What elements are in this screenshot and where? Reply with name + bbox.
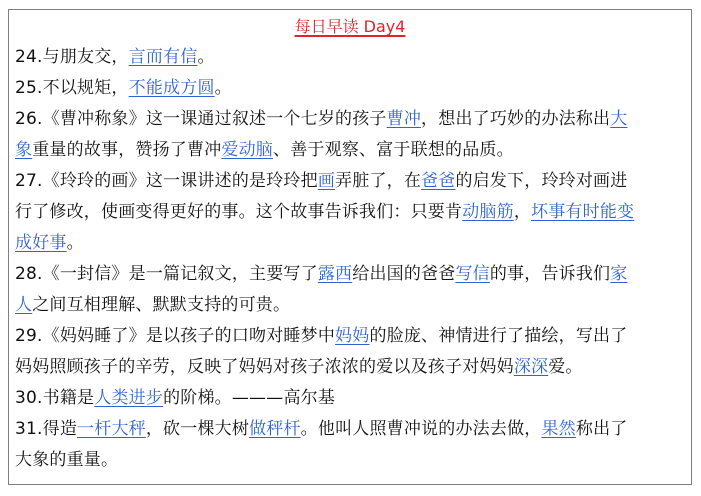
highlighted-phrase: 不能成方圆 (128, 78, 215, 98)
text-segment: 28.《一封信》是一篇记叙文，主要写了 (15, 264, 318, 284)
highlighted-phrase: 妈妈 (335, 326, 370, 346)
highlighted-phrase: 成好事 (15, 233, 67, 253)
text-segment: 大象的重量。 (15, 450, 119, 470)
highlighted-phrase: 言而有信 (128, 47, 198, 67)
highlighted-phrase: 象 (15, 140, 33, 160)
reading-sheet (8, 9, 692, 485)
highlighted-phrase: 家 (610, 264, 628, 284)
text-segment: 27.《玲玲的画》这一课讲述的是玲玲把 (15, 171, 318, 191)
highlighted-phrase: 大 (610, 109, 628, 129)
highlighted-phrase: 人 (15, 295, 33, 315)
text-segment: ， (513, 202, 532, 222)
text-segment: 之间互相理解、默默支持的可贵。 (32, 295, 291, 315)
highlighted-phrase: 做秤杆 (249, 419, 301, 439)
text-segment: 弄脏了，在 (335, 171, 422, 191)
text-segment: 31.得造 (15, 419, 78, 439)
highlighted-phrase: 一杆大秤 (77, 419, 146, 439)
text-segment: 的脸庞、神情进行了描绘，写出了 (369, 326, 628, 346)
text-segment: 爱。 (548, 357, 583, 377)
reading-body (15, 42, 685, 476)
title-row (15, 12, 685, 42)
text-line (15, 445, 685, 476)
text-line (15, 352, 685, 383)
text-segment: 24.与朋友交， (15, 47, 129, 67)
text-line (15, 321, 685, 352)
text-segment: 的启发下，玲玲对画进 (455, 171, 628, 191)
highlighted-phrase: 写信 (455, 264, 490, 284)
text-segment: 的事，告诉我们 (489, 264, 611, 284)
highlighted-phrase: 露西 (317, 264, 353, 284)
highlighted-phrase: 坏事有时能变 (531, 202, 635, 222)
text-line (15, 166, 685, 197)
text-line (15, 73, 685, 104)
text-segment: 给出国的爸爸 (352, 264, 456, 284)
highlighted-phrase: 爸爸 (421, 171, 456, 191)
text-segment: ，想出了巧妙的办法称出 (421, 109, 611, 129)
text-segment: ，砍一棵大树 (145, 419, 250, 439)
text-segment: 26.《曹冲称象》这一课通过叙述一个七岁的孩子 (15, 109, 387, 129)
text-line (15, 290, 685, 321)
text-segment: 。 (214, 78, 232, 98)
text-segment: 、善于观察、富于联想的品质。 (273, 140, 514, 160)
text-line (15, 197, 685, 228)
text-line (15, 228, 685, 259)
text-line (15, 259, 685, 290)
text-segment: 29.《妈妈睡了》是以孩子的口吻对睡梦中 (15, 326, 336, 346)
text-line (15, 135, 685, 166)
text-segment: 。 (66, 233, 84, 253)
text-line (15, 42, 685, 73)
text-line (15, 414, 685, 445)
highlighted-phrase: 人类进步 (94, 388, 164, 408)
text-line (15, 383, 685, 414)
highlighted-phrase: 动脑筋 (462, 202, 514, 222)
text-segment: 妈妈照顾孩子的辛劳，反映了妈妈对孩子浓浓的爱以及孩子对妈妈 (15, 357, 514, 377)
text-segment: 25.不以规矩， (15, 78, 129, 98)
text-segment: 。 (197, 47, 215, 67)
highlighted-phrase: 画 (317, 171, 336, 191)
text-line (15, 104, 685, 135)
text-segment: 行了修改，使画变得更好的事。这个故事告诉我们：只要肯 (15, 202, 463, 222)
text-segment: 30.书籍是 (15, 388, 95, 408)
highlighted-phrase: 果然 (541, 419, 576, 439)
text-segment: 称出了 (575, 419, 628, 439)
page-title: 每日早读 Day4 (294, 17, 406, 36)
highlighted-phrase: 深深 (513, 357, 549, 377)
text-segment: 的阶梯。———高尔基 (163, 388, 336, 408)
text-segment: 重量的故事，赞扬了曹冲 (32, 140, 222, 160)
highlighted-phrase: 爱动脑 (221, 140, 274, 160)
text-segment: 。他叫人照曹冲说的办法去做， (300, 419, 542, 439)
highlighted-phrase: 曹冲 (386, 109, 422, 129)
